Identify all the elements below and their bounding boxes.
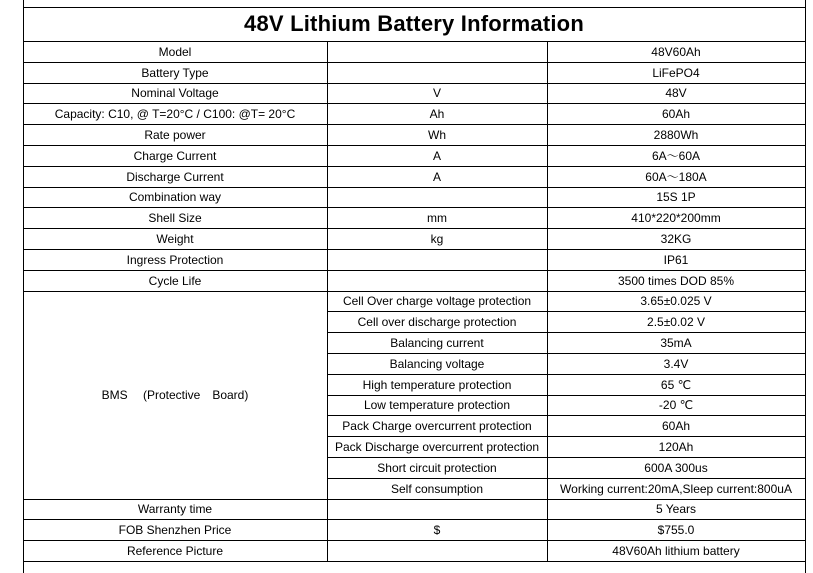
value-cell: $755.0 — [657, 523, 695, 538]
bms-value-cell: 35mA — [660, 336, 692, 351]
param-cell: Capacity: C10, @ T=20°C / C100: @T= 20°C — [54, 107, 296, 122]
unit-cell: kg — [430, 232, 444, 247]
table-border-left — [23, 0, 24, 573]
bms-value-cell: 120Ah — [658, 440, 694, 455]
param-cell: Combination way — [128, 190, 222, 205]
bms-value-cell: 600A 300us — [644, 460, 708, 475]
value-cell: 6A～60A — [651, 149, 701, 164]
value-cell: 15S 1P — [656, 190, 696, 205]
value-cell: 2880Wh — [653, 128, 699, 143]
column-border-2 — [547, 41, 548, 561]
row-divider — [23, 166, 805, 167]
unit-cell — [327, 541, 547, 561]
value-cell: 48V — [665, 86, 687, 101]
unit-cell: A — [432, 169, 441, 184]
unit-cell — [327, 500, 547, 520]
value-cell: IP61 — [663, 252, 689, 267]
column-border-1 — [327, 41, 328, 561]
param-cell: Discharge Current — [126, 169, 224, 184]
value-cell: 60A～180A — [645, 170, 707, 185]
row-divider — [23, 187, 805, 188]
row-divider — [327, 332, 805, 333]
bms-value-cell: 3.4V — [663, 356, 689, 371]
row-divider — [327, 395, 805, 396]
unit-cell: Ah — [429, 107, 445, 122]
row-divider — [327, 415, 805, 416]
bms-value-cell: -20 ℃ — [658, 398, 694, 413]
sheet-title: 48V Lithium Battery Information — [244, 11, 584, 36]
param-cell: Rate power — [144, 128, 206, 143]
table-bottom-border — [23, 561, 805, 562]
row-divider — [23, 228, 805, 229]
row-divider — [327, 457, 805, 458]
param-cell: Warranty time — [137, 502, 213, 517]
row-divider — [23, 291, 805, 292]
title-bottom-border — [23, 41, 805, 42]
param-cell: Weight — [156, 232, 194, 247]
row-divider — [327, 478, 805, 479]
value-cell: 48V60Ah lithium battery — [612, 544, 740, 559]
param-cell: Ingress Protection — [126, 252, 224, 267]
bms-param-cell: Pack Charge overcurrent protection — [342, 419, 532, 434]
value-cell: 410*220*200mm — [631, 211, 721, 226]
row-divider — [23, 145, 805, 146]
row-divider — [23, 249, 805, 250]
param-cell: Charge Current — [133, 148, 217, 163]
row-divider — [23, 270, 805, 271]
row-divider — [327, 374, 805, 375]
value-cell: 3500 times DOD 85% — [617, 273, 735, 288]
row-divider — [327, 311, 805, 312]
param-cell: Battery Type — [141, 65, 209, 80]
row-divider — [23, 83, 805, 84]
bms-value-cell: 65 ℃ — [660, 377, 692, 392]
unit-cell — [327, 188, 547, 208]
value-cell: 60Ah — [661, 107, 691, 122]
param-cell: Shell Size — [148, 211, 202, 226]
unit-cell — [327, 271, 547, 291]
unit-cell: mm — [427, 211, 447, 226]
param-cell: FOB Shenzhen Price — [118, 523, 232, 538]
row-divider — [327, 353, 805, 354]
bms-param-cell: Self consumption — [390, 481, 484, 496]
row-divider — [23, 103, 805, 104]
row-divider — [23, 499, 805, 500]
row-divider — [23, 519, 805, 520]
unit-cell — [327, 250, 547, 270]
value-cell: 5 Years — [655, 502, 697, 517]
bms-param-cell: Cell Over charge voltage protection — [342, 294, 532, 309]
bms-value-cell: 3.65±0.025 V — [640, 294, 712, 309]
table-border-right — [805, 0, 806, 573]
bms-param-cell: Balancing voltage — [389, 356, 485, 371]
row-divider — [23, 207, 805, 208]
bms-label-cell: BMS (Protective Board) — [101, 388, 249, 403]
unit-cell: V — [432, 86, 441, 101]
unit-cell: Wh — [428, 128, 446, 143]
bms-param-cell: Pack Discharge overcurrent protection — [334, 440, 540, 455]
value-cell: LiFePO4 — [652, 65, 700, 80]
value-cell: 32KG — [660, 232, 692, 247]
bms-param-cell: Cell over discharge protection — [357, 315, 517, 330]
title-top-border — [23, 7, 805, 8]
row-divider — [327, 436, 805, 437]
bms-param-cell: High temperature protection — [362, 377, 512, 392]
unit-cell — [327, 42, 547, 62]
bms-param-cell: Low temperature protection — [363, 398, 511, 413]
value-cell: 48V60Ah — [651, 44, 701, 59]
bms-param-cell: Balancing current — [390, 336, 484, 351]
row-divider — [23, 540, 805, 541]
param-cell: Reference Picture — [126, 544, 224, 559]
param-cell: Nominal Voltage — [131, 86, 219, 101]
bms-param-cell: Short circuit protection — [377, 460, 497, 475]
unit-cell: A — [432, 148, 441, 163]
bms-value-cell: 60Ah — [661, 419, 691, 434]
bms-value-cell: 2.5±0.02 V — [647, 315, 705, 330]
param-cell: Cycle Life — [148, 273, 202, 288]
param-cell: Model — [158, 44, 192, 59]
bms-value-cell: Working current:20mA,Sleep current:800uA — [560, 481, 792, 496]
row-divider — [23, 124, 805, 125]
unit-cell: $ — [433, 523, 441, 538]
unit-cell — [327, 63, 547, 83]
row-divider — [23, 62, 805, 63]
